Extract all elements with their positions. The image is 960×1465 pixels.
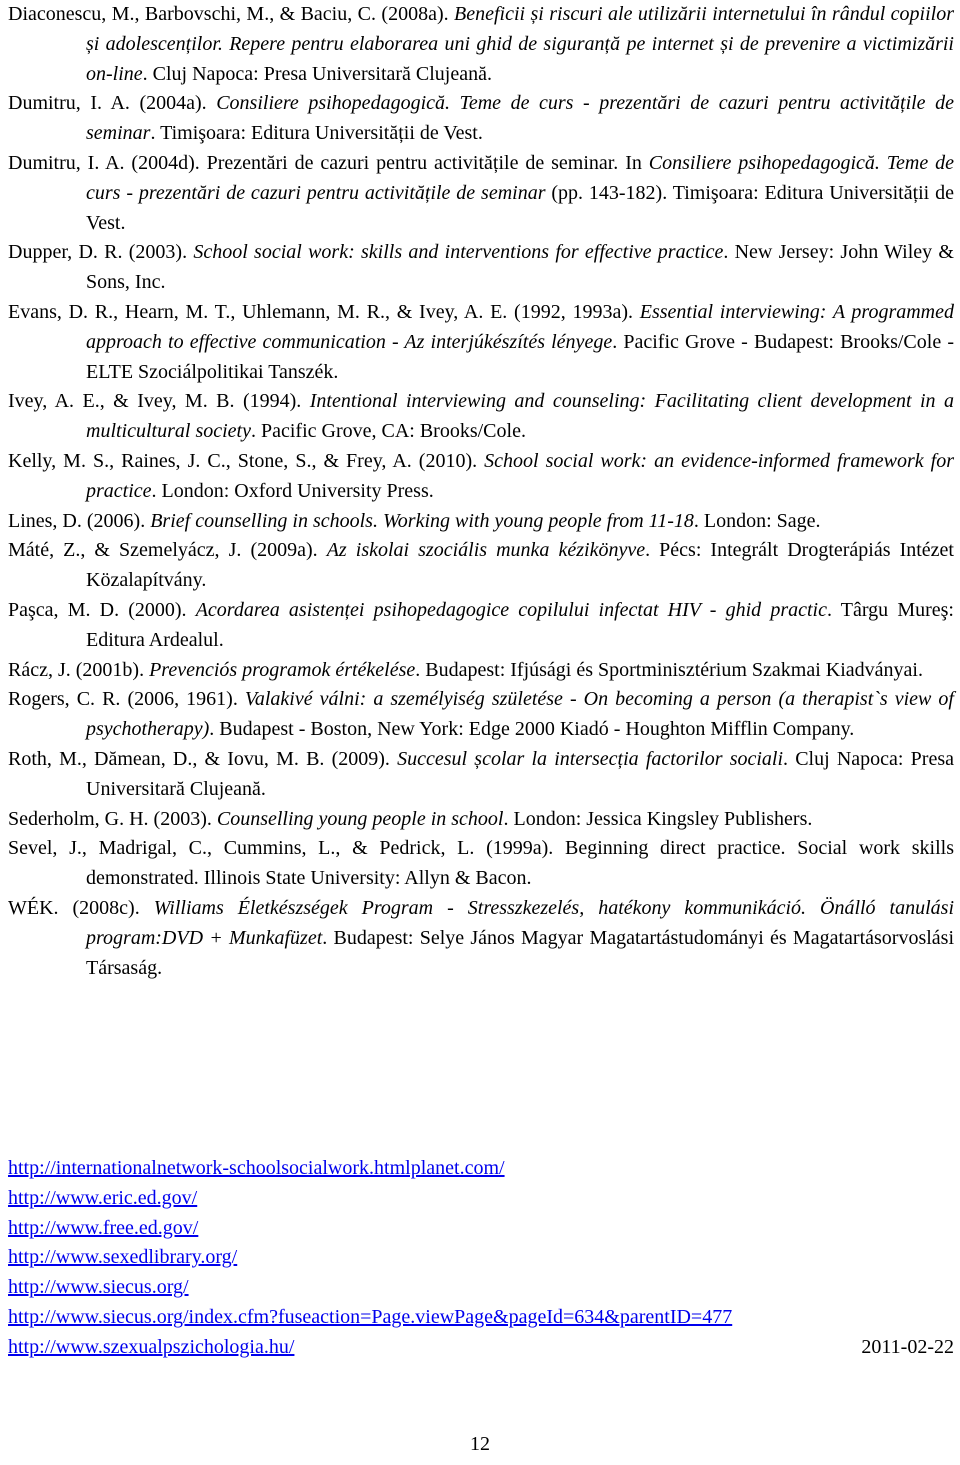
reference-text: Dumitru, I. A. (2004a).	[8, 92, 217, 115]
reference-entry	[8, 834, 954, 894]
reference-text: Dumitru, I. A. (2004d). Prezentări de cazuri pentru activitățile de seminar. In	[8, 151, 649, 174]
reference-title: Succesul școlar la intersecția factorilor sociali	[397, 747, 784, 770]
reference-list	[8, 0, 954, 983]
reference-text: . Budapest: Ifjúsági és Sportminisztérium Szakmai Kiadványai.	[415, 658, 923, 681]
reference-text: . Timişoara: Editura Universității de Vest.	[150, 122, 483, 145]
reference-entry	[8, 685, 954, 745]
link-row	[8, 1303, 954, 1333]
reference-text: (pp. 143-182). Timişoara: Editura Universității de Vest.	[86, 181, 954, 234]
reference-entry	[8, 89, 954, 149]
reference-title: Consiliere psihopedagogică. Teme de curs - prezentări de cazuri pentru activitățile de seminar	[86, 92, 954, 145]
link-row	[8, 1273, 954, 1303]
link-row	[8, 1333, 954, 1363]
link-row	[8, 1154, 954, 1184]
reference-entry	[8, 536, 954, 596]
reference-text: Sederholm, G. H. (2003).	[8, 807, 217, 830]
reference-text: . Târgu Mureş: Editura Ardealul.	[86, 598, 954, 651]
reference-text: Rogers, C. R. (2006, 1961).	[8, 688, 245, 711]
reference-text: Paşca, M. D. (2000).	[8, 598, 196, 621]
reference-text: . New Jersey: John Wiley & Sons, Inc.	[86, 241, 954, 294]
reference-title: School social work: skills and interventions for effective practice	[193, 241, 724, 264]
reference-text: . Pacific Grove - Budapest: Brooks/Cole - ELTE Szociálpolitikai Tanszék.	[86, 330, 955, 383]
reference-title: Essential interviewing: A programmed approach to effective communication - Az interjúkészítés lényege	[86, 300, 955, 353]
reference-text: . Budapest - Boston, New York: Edge 2000 Kiadó - Houghton Mifflin Company.	[209, 718, 855, 741]
reference-title: Prevenciós programok értékelése	[149, 658, 416, 681]
reference-entry	[8, 0, 954, 89]
reference-entry	[8, 805, 954, 835]
reference-text: Máté, Z., & Szemelyácz, J. (2009a).	[8, 539, 327, 562]
reference-entry	[8, 149, 954, 238]
reference-title: Consiliere psihopedagogică. Teme de curs - prezentări de cazuri pentru activitățile de seminar	[86, 151, 955, 204]
reference-title: Acordarea asistenței psihopedagogice copilului infectat HIV - ghid practic	[195, 598, 827, 621]
web-link[interactable]: http://www.szexualpszichologia.hu/	[8, 1335, 295, 1358]
reference-text: . Cluj Napoca: Presa Universitară Clujeană.	[142, 62, 492, 85]
reference-title: Brief counselling in schools. Working with young people from 11-18	[150, 509, 694, 532]
reference-text: . Pécs: Integrált Drogterápiás Intézet Közalapítvány.	[86, 539, 954, 592]
reference-title: Williams Életkészségek Program - Stresszkezelés, hatékony kommunikáció. Önálló tanulási program:DVD + Munkafüzet	[86, 896, 954, 949]
page-number: 12	[470, 1433, 490, 1455]
reference-text: Sevel, J., Madrigal, C., Cummins, L., & Pedrick, L. (1999a). Beginning direct practice. Social work skills demonstrated. Illinois State University: Allyn & Bacon.	[8, 837, 954, 890]
reference-text: Rácz, J. (2001b).	[8, 658, 150, 681]
reference-text: Ivey, A. E., & Ivey, M. B. (1994).	[8, 390, 310, 413]
reference-title: School social work: an evidence-informed framework for practice	[86, 449, 955, 502]
link-row	[8, 1243, 954, 1273]
web-link[interactable]: http://www.siecus.org/	[8, 1276, 189, 1299]
reference-entry	[8, 507, 954, 537]
reference-text: . London: Oxford University Press.	[151, 479, 434, 502]
web-link[interactable]: http://www.free.ed.gov/	[8, 1216, 199, 1239]
reference-title: Valakivé válni: a személyiség születése - On becoming a person (a therapist`s view of psychotherapy)	[86, 688, 954, 741]
reference-text: Evans, D. R., Hearn, M. T., Uhlemann, M. R., & Ivey, A. E. (1992, 1993a).	[8, 300, 640, 323]
reference-text: Lines, D. (2006).	[8, 509, 151, 532]
reference-entry	[8, 656, 954, 686]
web-link[interactable]: http://www.sexedlibrary.org/	[8, 1246, 238, 1269]
reference-entry	[8, 387, 954, 447]
link-row	[8, 1214, 954, 1244]
web-link[interactable]: http://www.eric.ed.gov/	[8, 1186, 198, 1209]
reference-text: WÉK. (2008c).	[8, 896, 154, 919]
reference-entry	[8, 447, 954, 507]
reference-title: Counselling young people in school	[216, 807, 504, 830]
reference-text: Kelly, M. S., Raines, J. C., Stone, S., & Frey, A. (2010).	[8, 449, 485, 472]
reference-text: . London: Sage.	[693, 509, 821, 532]
reference-text: Roth, M., Dămean, D., & Iovu, M. B. (2009).	[8, 747, 398, 770]
document-date: 2011-02-22	[861, 1335, 954, 1358]
reference-entry	[8, 894, 954, 983]
reference-text: . Budapest: Selye János Magyar Magatartástudományi és Magatartásorvoslási Társaság.	[86, 926, 954, 979]
reference-entry	[8, 745, 954, 805]
reference-title: Intentional interviewing and counseling: Facilitating client development in a multicultural society	[86, 390, 954, 443]
reference-text: Diaconescu, M., Barbovschi, M., & Baciu, C. (2008a).	[8, 3, 455, 25]
reference-text: . London: Jessica Kingsley Publishers.	[503, 807, 813, 830]
reference-entry	[8, 596, 954, 656]
link-row	[8, 1184, 954, 1214]
web-link[interactable]: http://www.siecus.org/index.cfm?fuseaction=Page.viewPage&pageId=634&parentID=477	[8, 1305, 733, 1328]
reference-title: Beneficii și riscuri ale utilizării internetului în rândul copiilor și adolescenților. Repere pentru elaborarea uni ghid de siguranță pe internet și de prevenire a victimizării on-line	[86, 3, 954, 85]
reference-title: Az iskolai szociális munka kézikönyve	[326, 539, 646, 562]
reference-text: . Pacific Grove, CA: Brooks/Cole.	[250, 420, 526, 443]
reference-entry	[8, 298, 954, 387]
link-list	[8, 1154, 954, 1363]
reference-text: . Cluj Napoca: Presa Universitară Clujeană.	[86, 747, 955, 800]
web-link[interactable]: http://internationalnetwork-schoolsocialwork.htmlplanet.com/	[8, 1157, 505, 1179]
reference-entry	[8, 238, 954, 298]
reference-text: Dupper, D. R. (2003).	[8, 241, 194, 264]
